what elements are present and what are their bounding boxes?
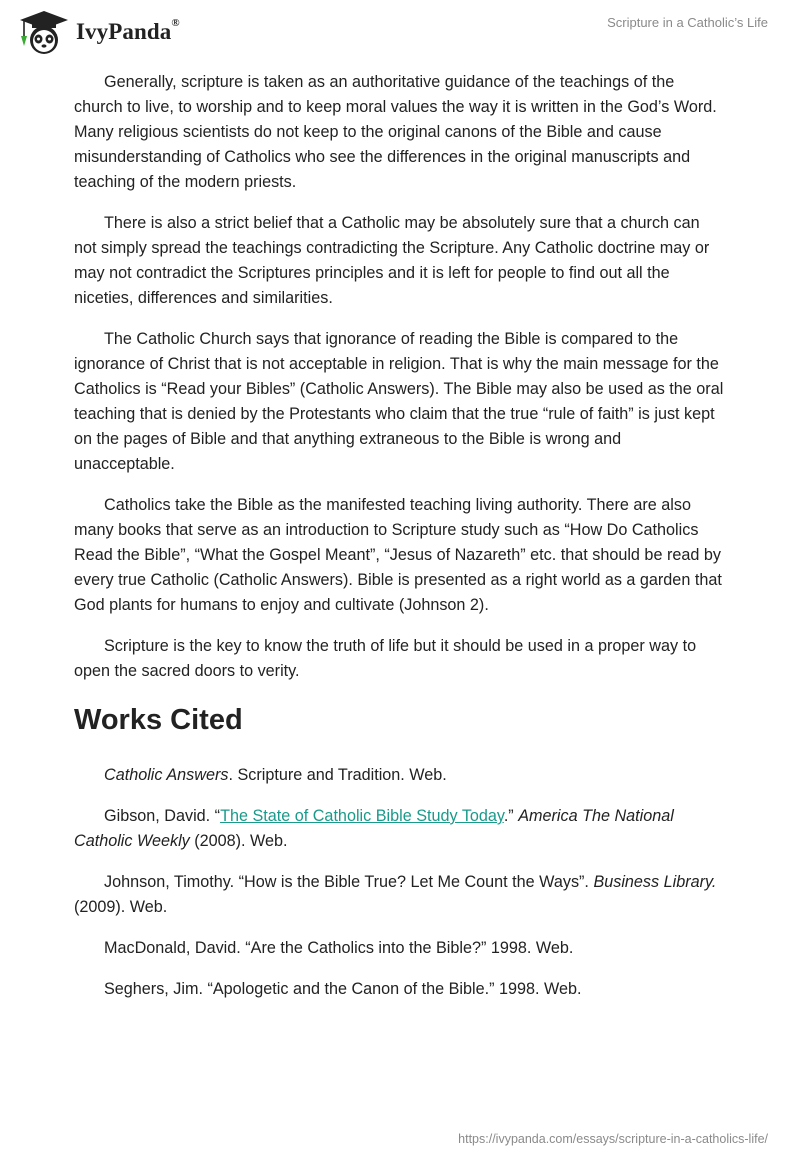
running-title: Scripture in a Catholic’s Life <box>607 15 768 30</box>
citation-3: Johnson, Timothy. “How is the Bible True? Let Me Count the Ways”. Business Library. (2009). Web. <box>74 873 717 916</box>
citation-2: Gibson, David. “The State of Catholic Bible Study Today.” America The National Catholic Weekly (2008). Web. <box>74 807 674 850</box>
citation-5: Seghers, Jim. “Apologetic and the Canon of the Bible.” 1998. Web. <box>104 980 582 998</box>
essay-content <box>74 70 726 1018</box>
body-paragraph-4: Catholics take the Bible as the manifested teaching living authority. There are also many books that serve as an introduction to Scripture study such as “How Do Catholics Read the Bible”, “What the Gospel Meant”, “Jesus of Nazareth” etc. that should be read by every true Catholic (Catholic Answers). Bible is presented as a right world as a garden that God plants for humans to enjoy and cultivate (Johnson 2). <box>74 496 722 614</box>
citation-2-link[interactable]: The State of Catholic Bible Study Today <box>220 807 504 825</box>
body-paragraph-5: Scripture is the key to know the truth of life but it should be used in a proper way to open the sacred doors to verity. <box>74 637 697 680</box>
logo[interactable] <box>14 8 180 56</box>
brand-name: IvyPanda® <box>76 17 180 44</box>
citation-1-source: Catholic Answers <box>104 766 229 784</box>
page-header <box>0 0 800 60</box>
body-paragraph-1: Generally, scripture is taken as an authoritative guidance of the teachings of the church to live, to worship and to keep moral values the way it is written in the God’s Word. Many religious scientists do not keep to the original canons of the Bible and cause misunderstanding of Catholics who see the differences in the original manuscripts and teaching of the modern priests. <box>74 73 717 191</box>
citation-1: Catholic Answers. Scripture and Tradition. Web. <box>104 766 447 784</box>
body-paragraph-3: The Catholic Church says that ignorance of reading the Bible is compared to the ignorance of Christ that is not acceptable in religion. That is why the main message for the Catholics is “Read your Bibles” (Catholic Answers). The Bible may also be used as the oral teaching that is denied by the Protestants who claim that the true “rule of faith” is just kept on the pages of Bible and that anything extraneous to the Bible is wrong and unacceptable. <box>74 330 724 473</box>
works-cited-heading: Works Cited <box>74 704 243 736</box>
citation-3-source: Business Library. <box>593 873 717 891</box>
citation-4: MacDonald, David. “Are the Catholics into the Bible?” 1998. Web. <box>104 939 574 957</box>
citation-2-source: America The National Catholic Weekly <box>74 807 674 850</box>
footer-url[interactable]: https://ivypanda.com/essays/scripture-in-a-catholics-life/ <box>458 1132 768 1146</box>
body-paragraph-2: There is also a strict belief that a Catholic may be absolutely sure that a church can not simply spread the teachings contradicting the Scripture. Any Catholic doctrine may or may not contradict the Scriptures principles and it is left for people to find out all the niceties, differences and similarities. <box>74 214 710 307</box>
panda-graduate-logo-icon <box>14 8 74 56</box>
